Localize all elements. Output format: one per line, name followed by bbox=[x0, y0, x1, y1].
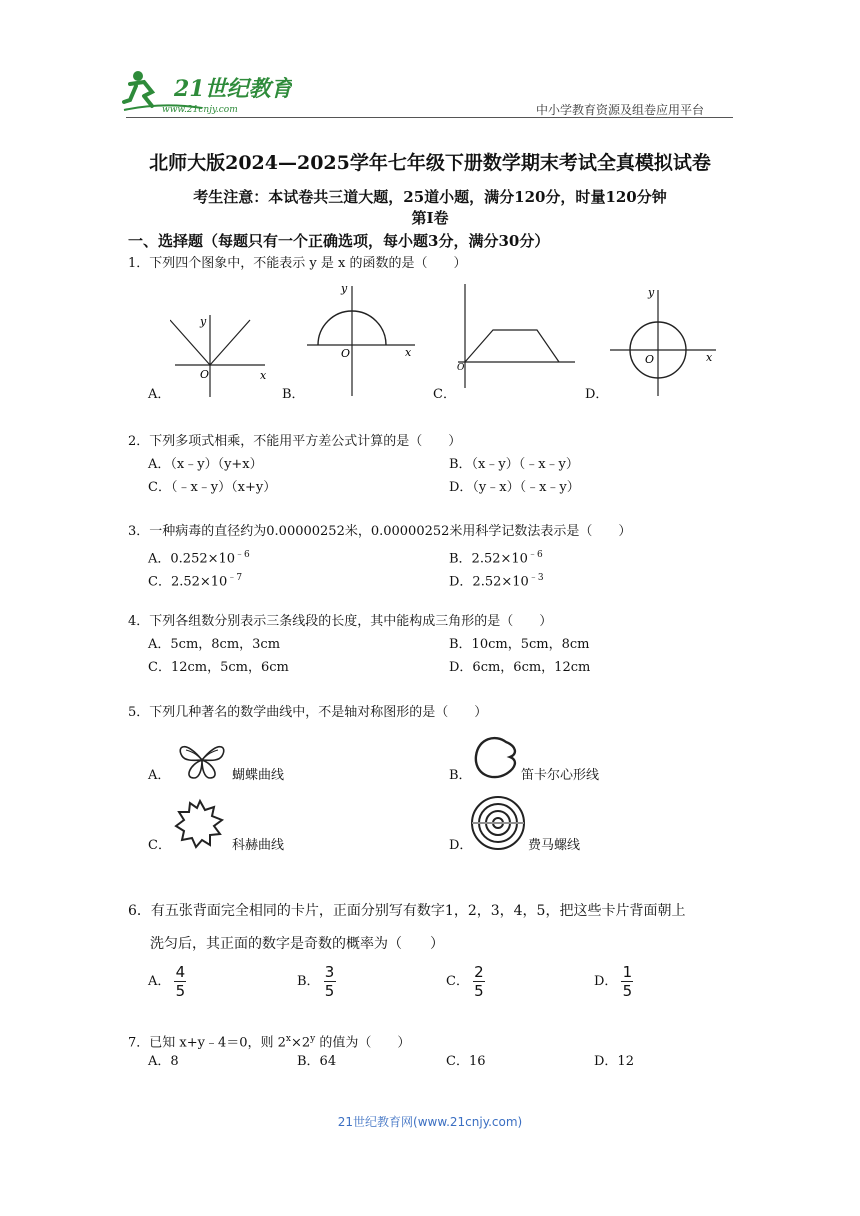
section-heading: 一、选择题（每题只有一个正确选项，每小题3分，满分30分） bbox=[128, 232, 550, 250]
q6-option-a bbox=[148, 964, 186, 999]
logo-main-text: 21世纪教育 bbox=[174, 76, 292, 102]
exam-title: 北师大版2024—2025学年七年级下册数学期末考试全真模拟试卷 bbox=[149, 152, 711, 174]
q2-option-a: A．（x﹣y）（y+x） bbox=[148, 457, 263, 472]
q6-a-denominator: 5 bbox=[175, 982, 186, 1000]
q6-option-c-fraction bbox=[473, 964, 485, 999]
q1b-origin-label: O bbox=[341, 347, 351, 360]
q5-curve-a-name: 蝴蝶曲线 bbox=[232, 768, 285, 783]
header-divider bbox=[126, 117, 733, 118]
q1b-x-label: x bbox=[405, 346, 412, 359]
q1a-x-label: x bbox=[260, 369, 267, 382]
q7-option-a: A．8 bbox=[148, 1054, 179, 1069]
q6-b-denominator: 5 bbox=[324, 982, 335, 1000]
q7-stem-b: ×2 bbox=[291, 1035, 311, 1051]
q6-option-c-letter: C． bbox=[446, 974, 469, 989]
q6-d-numerator: 1 bbox=[622, 963, 633, 981]
q7-stem bbox=[128, 1030, 410, 1052]
q1-stem: 1．下列四个图象中，不能表示 y 是 x 的函数的是（ ） bbox=[128, 256, 467, 271]
q2-stem: 2．下列多项式相乘，不能用平方差公式计算的是（ ） bbox=[128, 434, 462, 449]
q6-option-a-fraction bbox=[174, 964, 186, 999]
q5-option-b-letter: B． bbox=[449, 768, 472, 783]
q2-option-c: C．（﹣x﹣y）（x+y） bbox=[148, 480, 277, 495]
cardioid-curve-icon bbox=[472, 732, 520, 782]
q3-stem: 3．一种病毒的直径约为0.00000252米，0.00000252米用科学记数法表示是（ ） bbox=[128, 524, 632, 539]
q6-option-b-letter: B． bbox=[297, 974, 320, 989]
q1-option-d: D． bbox=[585, 387, 609, 402]
q3-option-a bbox=[148, 546, 250, 568]
q1-graph-b bbox=[305, 278, 420, 398]
q7-stem-a: 7．已知 x+y﹣4＝0，则 2 bbox=[128, 1035, 286, 1051]
q4-option-c: C．12cm，5cm，6cm bbox=[148, 660, 289, 675]
q3-option-d-base: D．2.52×10 bbox=[449, 574, 529, 590]
q3-option-b-exp: ﹣6 bbox=[527, 550, 543, 560]
volume-label: 第Ⅰ卷 bbox=[411, 209, 449, 227]
q5-option-a-letter: A． bbox=[148, 768, 171, 783]
q1d-x-label: x bbox=[706, 351, 713, 364]
butterfly-curve-icon bbox=[176, 738, 228, 782]
exam-notice: 考生注意：本试卷共三道大题，25道小题，满分120分，时量120分钟 bbox=[193, 188, 667, 206]
q1d-y-label: y bbox=[648, 286, 655, 299]
q5-option-d-letter: D． bbox=[449, 838, 473, 853]
q3-option-c-base: C．2.52×10 bbox=[148, 574, 228, 590]
q1a-y-label: y bbox=[200, 315, 207, 328]
q6-option-b bbox=[297, 964, 336, 999]
q5-curve-c-name: 科赫曲线 bbox=[232, 838, 285, 853]
site-logo bbox=[122, 66, 292, 120]
q1-option-a: A． bbox=[148, 387, 171, 402]
q3-option-a-exp: ﹣6 bbox=[235, 550, 250, 560]
q2-option-b: B．（x﹣y）（﹣x﹣y） bbox=[449, 457, 579, 472]
q6-c-numerator: 2 bbox=[474, 963, 484, 981]
q1-option-c: C． bbox=[433, 387, 456, 402]
q6-stem-line2: 洗匀后，其正面的数字是奇数的概率为（ ） bbox=[150, 936, 444, 952]
q6-option-d bbox=[594, 964, 633, 999]
q7-option-b: B．64 bbox=[297, 1054, 337, 1069]
q3-option-c bbox=[148, 569, 242, 591]
q3-option-d bbox=[449, 569, 544, 591]
q6-option-d-letter: D． bbox=[594, 974, 618, 989]
q6-option-c bbox=[446, 964, 485, 999]
q3-option-a-base: A．0.252×10 bbox=[148, 551, 236, 567]
q1b-y-label: y bbox=[341, 282, 348, 295]
q7-option-c: C．16 bbox=[446, 1054, 486, 1069]
q1-graph-d bbox=[608, 282, 720, 398]
q1-option-b: B． bbox=[282, 387, 305, 402]
q7-stem-c: 的值为（ ） bbox=[315, 1035, 411, 1051]
q4-option-b: B．10cm，5cm，8cm bbox=[449, 637, 590, 652]
q1-graph-c bbox=[455, 278, 580, 390]
q1-graph-a bbox=[170, 305, 275, 400]
q7-sup-y: y bbox=[310, 1034, 316, 1044]
q1c-origin-label: O bbox=[457, 363, 465, 373]
q5-curve-b-name: 笛卡尔心形线 bbox=[521, 768, 600, 783]
platform-text: 中小学教育资源及组卷应用平台 bbox=[536, 103, 705, 117]
q6-option-a-letter: A． bbox=[148, 974, 171, 989]
q1a-origin-label: O bbox=[200, 368, 210, 381]
q4-stem: 4．下列各组数分别表示三条线段的长度，其中能构成三角形的是（ ） bbox=[128, 614, 553, 629]
q3-option-c-exp: ﹣7 bbox=[227, 573, 243, 583]
q6-option-d-fraction bbox=[621, 964, 633, 999]
q6-a-numerator: 4 bbox=[175, 963, 186, 981]
q7-sup-x: x bbox=[285, 1034, 291, 1044]
fermat-spiral-icon bbox=[470, 793, 526, 853]
q5-curve-d-name: 费马螺线 bbox=[528, 838, 581, 853]
footer-link[interactable]: 21世纪教育网(www.21cnjy.com) bbox=[337, 1115, 523, 1129]
q6-c-denominator: 5 bbox=[474, 982, 484, 1000]
q2-option-d: D．（y﹣x）（﹣x﹣y） bbox=[449, 480, 580, 495]
q6-b-numerator: 3 bbox=[324, 963, 335, 981]
q3-option-b bbox=[449, 546, 543, 568]
q1d-origin-label: O bbox=[645, 353, 655, 366]
q5-option-c-letter: C． bbox=[148, 838, 171, 853]
q6-d-denominator: 5 bbox=[622, 982, 633, 1000]
logo-runner-icon bbox=[122, 66, 292, 116]
q7-option-d: D．12 bbox=[594, 1054, 634, 1069]
q6-stem-line1: 6．有五张背面完全相同的卡片，正面分别写有数字1，2，3，4，5，把这些卡片背面朝上 bbox=[128, 903, 686, 919]
q6-option-b-fraction bbox=[324, 964, 336, 999]
logo-url-text: www.21cnjy.com bbox=[162, 105, 238, 115]
q4-option-d: D．6cm，6cm，12cm bbox=[449, 660, 591, 675]
q3-option-d-exp: ﹣3 bbox=[528, 573, 544, 583]
q4-option-a: A．5cm，8cm，3cm bbox=[148, 637, 281, 652]
q5-stem: 5．下列几种著名的数学曲线中，不是轴对称图形的是（ ） bbox=[128, 705, 488, 720]
koch-snowflake-icon bbox=[174, 798, 226, 850]
q3-option-b-base: B．2.52×10 bbox=[449, 551, 528, 567]
